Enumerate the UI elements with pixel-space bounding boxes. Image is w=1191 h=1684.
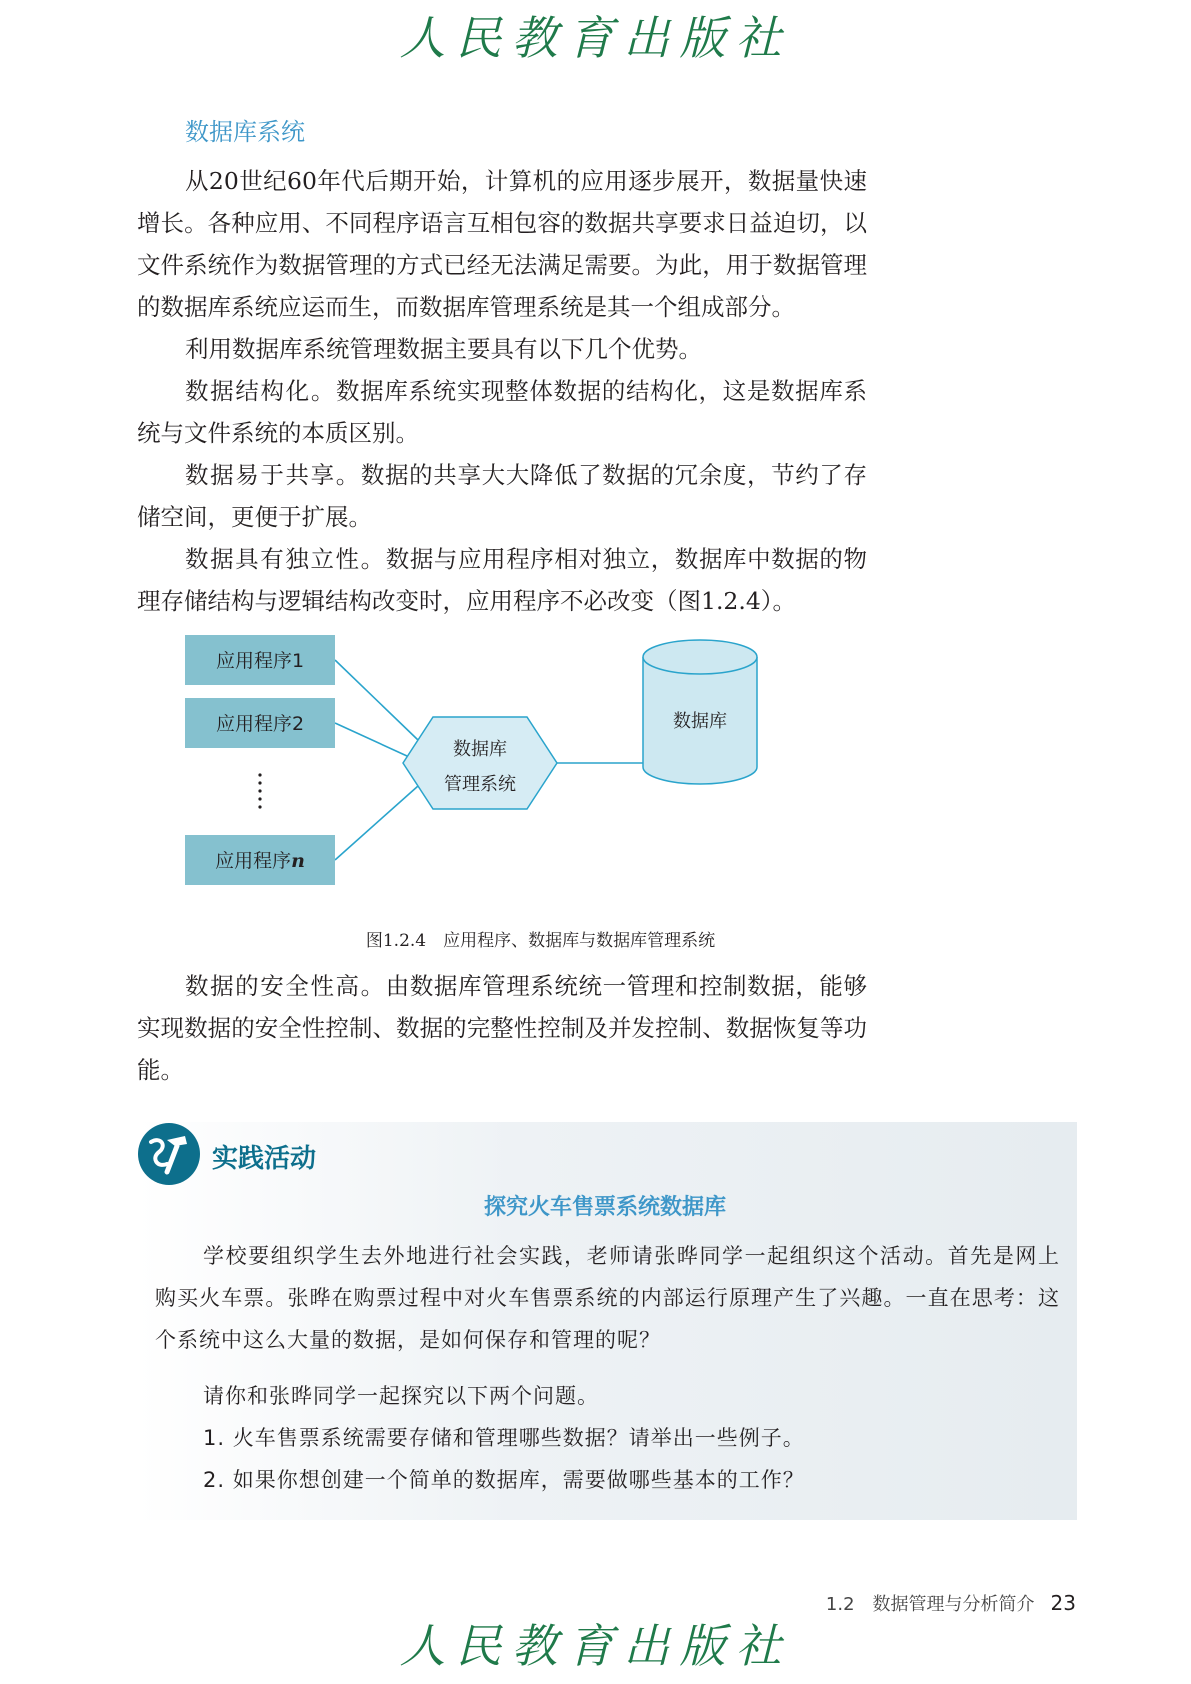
dbms-label-line1: 数据库: [453, 739, 507, 760]
figure-caption: 图1.2.4 应用程序、数据库与数据库管理系统: [365, 931, 716, 951]
activity-title: 实践活动: [212, 1144, 317, 1174]
activity-subtitle: 探究火车售票系统数据库: [483, 1195, 726, 1220]
activity-description: 学校要组织学生去外地进行社会实践，老师请张晔同学一起组织这个活动。首先是网上购买火车票。张晔在购票过程中对火车售票系统的内部运行原理产生了兴趣。一直在思考：这个系统中这么大量的数据，是如何保存和管理的呢？: [155, 1244, 1060, 1352]
dbms-label-line2: 管理系统: [444, 774, 516, 795]
connector-appn-dbms: [335, 786, 418, 860]
paragraph-security: 数据的安全性高。由数据库管理系统统一管理和控制数据，能够实现数据的安全性控制、数据的完整性控制及并发控制、数据恢复等功能。: [137, 972, 868, 1084]
section-title: 数据库系统: [185, 118, 305, 146]
activity-intro: 请你和张晔同学一起探究以下两个问题。: [203, 1384, 599, 1408]
activity-question-1: 1. 火车售票系统需要存储和管理哪些数据？请举出一些例子。: [203, 1426, 805, 1450]
activity-questions: [203, 1375, 1063, 1501]
connector-app2-dbms: [335, 723, 407, 756]
dbms-diagram: [185, 635, 825, 905]
activity-question-2: 2. 如果你想创建一个简单的数据库，需要做哪些基本的工作？: [203, 1468, 805, 1492]
page-number: 23: [1050, 1591, 1076, 1615]
app-label-n: 应用程序n: [215, 850, 305, 872]
paragraph-independence: 数据具有独立性。数据与应用程序相对独立，数据库中数据的物理存储结构与逻辑结构改变时，应用程序不必改变（图1.2.4）。: [137, 545, 868, 615]
ellipsis-dots: [258, 773, 261, 808]
app-label-1: 应用程序1: [215, 650, 305, 672]
publisher-watermark-top: 人民教育出版社: [399, 11, 792, 65]
body-paragraph-security: [137, 965, 867, 1091]
activity-paragraph: [155, 1235, 1060, 1361]
dbms-hexagon: [403, 717, 557, 809]
paragraph-structured: 数据结构化。数据库系统实现整体数据的结构化，这是数据库系统与文件系统的本质区别。: [137, 377, 867, 447]
paragraph-sharing: 数据易于共享。数据的共享大大降低了数据的冗余度，节约了存储空间，更便于扩展。: [137, 461, 868, 531]
body-paragraphs-top: [137, 160, 867, 622]
paragraph-advantages: 利用数据库系统管理数据主要具有以下几个优势。: [185, 335, 702, 363]
db-label: 数据库: [673, 711, 727, 732]
app-label-2: 应用程序2: [215, 713, 305, 735]
paragraph-intro: 从20世纪60年代后期开始，计算机的应用逐步展开，数据量快速增长。各种应用、不同程序语言互相包容的数据共享要求日益迫切，以文件系统作为数据管理的方式已经无法满足需要。为此，用于数据管理的数据库系统应运而生，而数据库管理系统是其一个组成部分。: [137, 167, 867, 321]
practice-tools-icon: [137, 1122, 201, 1186]
publisher-watermark-bottom: 人民教育出版社: [399, 1619, 792, 1673]
footer-section: 1.2 数据管理与分析简介: [825, 1594, 1035, 1615]
